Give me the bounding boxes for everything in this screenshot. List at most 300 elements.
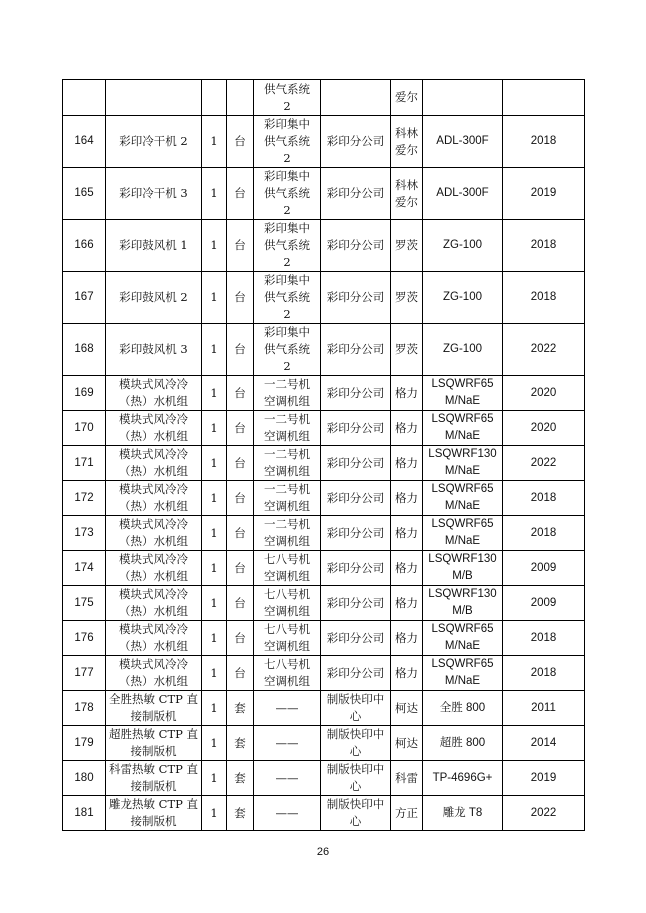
cell-model: [423, 796, 503, 831]
cell-location: [254, 80, 321, 116]
cell-dept: 彩印分公司: [321, 656, 391, 691]
cell-name: [106, 621, 202, 656]
cell-unit: 台: [227, 516, 254, 551]
cell-no: [63, 80, 106, 116]
cell-brand-line: 罗茨: [395, 238, 418, 252]
cell-location-line: 一二号机: [264, 517, 310, 531]
cell-unit: 台: [227, 324, 254, 376]
page-number: 26: [316, 846, 330, 858]
cell-qty: 1: [202, 411, 227, 446]
cell-location: [254, 376, 321, 411]
cell-model-line: 超胜 800: [439, 736, 486, 749]
cell-model: [423, 168, 503, 220]
cell-brand-line: 格力: [395, 455, 418, 470]
cell-location-line: 空调机组: [264, 394, 310, 408]
cell-name-line: 模块式风冷冷: [119, 482, 188, 496]
cell-brand-line: 科林: [395, 125, 418, 140]
cell-dept: 彩印分公司: [321, 586, 391, 621]
cell-model: [423, 586, 503, 621]
cell-no: 171: [63, 446, 106, 481]
cell-location: [254, 796, 321, 831]
cell-name: [106, 586, 202, 621]
cell-name-line: （热）水机组: [119, 674, 188, 688]
cell-name-line: （热）水机组: [119, 429, 188, 443]
table-row: [63, 116, 585, 168]
cell-brand: [391, 621, 423, 656]
cell-location-line: 空调机组: [264, 429, 310, 443]
cell-year: 2018: [503, 516, 585, 551]
cell-model: [423, 324, 503, 376]
cell-location: [254, 272, 321, 324]
cell-model-line: ZG-100: [443, 343, 482, 355]
cell-model-line: LSQWRF65: [431, 623, 494, 635]
cell-name: [106, 761, 202, 796]
cell-no: 178: [63, 691, 106, 726]
cell-brand-line: 科林: [395, 177, 418, 192]
cell-dept: [321, 691, 391, 726]
cell-model-line: M/NaE: [444, 500, 481, 512]
cell-qty: 1: [202, 796, 227, 831]
cell-model: [423, 516, 503, 551]
cell-year: 2009: [503, 586, 585, 621]
cell-brand-line: 格力: [395, 630, 418, 645]
cell-year: 2011: [503, 691, 585, 726]
cell-unit: 台: [227, 272, 254, 324]
cell-unit: 台: [227, 220, 254, 272]
cell-name-line: 科雷热敏 CTP 直: [108, 762, 199, 776]
cell-model: [423, 481, 503, 516]
cell-location-line: ——: [275, 735, 299, 750]
cell-qty: 1: [202, 516, 227, 551]
cell-year: 2020: [503, 411, 585, 446]
cell-no: 165: [63, 168, 106, 220]
table-row: [63, 621, 585, 656]
cell-location-line: 彩印集中: [264, 221, 310, 235]
cell-name: [106, 551, 202, 586]
table-row: [63, 551, 585, 586]
table-body: [63, 80, 585, 831]
cell-name-line: 模块式风冷冷: [119, 447, 188, 461]
cell-brand: [391, 761, 423, 796]
cell-dept-line: 心: [349, 744, 362, 758]
cell-year: 2018: [503, 272, 585, 324]
cell-model-line: 全胜 800: [439, 701, 486, 714]
cell-dept: 彩印分公司: [321, 621, 391, 656]
cell-model: [423, 272, 503, 324]
cell-no: 167: [63, 272, 106, 324]
cell-brand: [391, 376, 423, 411]
cell-dept-line: 心: [349, 709, 362, 723]
cell-name-line: （热）水机组: [119, 499, 188, 513]
cell-brand: [391, 796, 423, 831]
cell-name: 彩印冷干机 3: [106, 168, 202, 220]
cell-no: 169: [63, 376, 106, 411]
cell-location-line: ——: [275, 770, 299, 785]
cell-location: [254, 551, 321, 586]
cell-unit: 台: [227, 551, 254, 586]
cell-unit: 台: [227, 656, 254, 691]
cell-location-line: 2: [283, 203, 291, 217]
cell-name-line: 模块式风冷冷: [119, 587, 188, 601]
table-row: [63, 168, 585, 220]
cell-qty: 1: [202, 481, 227, 516]
cell-name-line: 接制版机: [130, 744, 177, 758]
cell-model: [423, 761, 503, 796]
cell-name-line: （热）水机组: [119, 604, 188, 618]
cell-brand-line: 格力: [395, 560, 418, 575]
cell-dept: 彩印分公司: [321, 446, 391, 481]
cell-brand-line: 柯达: [395, 735, 418, 750]
cell-brand: [391, 516, 423, 551]
cell-model: [423, 656, 503, 691]
cell-model-line: ZG-100: [443, 239, 482, 251]
cell-no: 173: [63, 516, 106, 551]
cell-brand: [391, 726, 423, 761]
table-row: [63, 586, 585, 621]
cell-no: 168: [63, 324, 106, 376]
cell-brand: [391, 446, 423, 481]
cell-location: [254, 481, 321, 516]
cell-year: 2018: [503, 481, 585, 516]
cell-name-line: 模块式风冷冷: [119, 517, 188, 531]
cell-brand-line: 爱尔: [395, 90, 418, 104]
cell-qty: 1: [202, 168, 227, 220]
cell-name-line: 模块式风冷冷: [119, 657, 188, 671]
table-row: [63, 376, 585, 411]
cell-location-line: 2: [283, 98, 291, 113]
cell-qty: 1: [202, 324, 227, 376]
cell-location-line: 七八号机: [264, 622, 310, 636]
cell-location: [254, 168, 321, 220]
cell-year: 2018: [503, 656, 585, 691]
cell-unit: 台: [227, 586, 254, 621]
cell-location-line: 空调机组: [264, 534, 310, 548]
cell-location-line: 供气系统: [264, 186, 310, 200]
cell-location-line: 2: [283, 255, 291, 269]
cell-model-line: LSQWRF130: [428, 588, 497, 600]
cell-location-line: 七八号机: [264, 657, 310, 671]
cell-name-line: （热）水机组: [119, 534, 188, 548]
cell-qty: 1: [202, 691, 227, 726]
cell-location: [254, 656, 321, 691]
cell-location-line: 空调机组: [264, 674, 310, 688]
cell-location: [254, 516, 321, 551]
cell-no: 164: [63, 116, 106, 168]
cell-location-line: 2: [283, 359, 291, 373]
cell-location: [254, 324, 321, 376]
cell-name: 彩印鼓风机 3: [106, 324, 202, 376]
cell-brand: [391, 551, 423, 586]
table-row: [63, 656, 585, 691]
cell-name: 彩印冷干机 2: [106, 116, 202, 168]
cell-location: [254, 691, 321, 726]
cell-qty: 1: [202, 656, 227, 691]
cell-name-line: 超胜热敏 CTP 直: [108, 727, 199, 741]
cell-dept: 彩印分公司: [321, 220, 391, 272]
cell-model: [423, 411, 503, 446]
table-row: [63, 726, 585, 761]
cell-location: [254, 116, 321, 168]
cell-unit: 套: [227, 726, 254, 761]
cell-year: 2018: [503, 621, 585, 656]
cell-location-line: 供气系统: [264, 342, 310, 356]
cell-dept-line: 心: [349, 814, 362, 828]
cell-name: [106, 80, 202, 116]
cell-unit: 台: [227, 376, 254, 411]
cell-dept: 彩印分公司: [321, 324, 391, 376]
cell-brand-line: 格力: [395, 665, 418, 680]
cell-name: [106, 796, 202, 831]
cell-brand: [391, 481, 423, 516]
cell-unit: 套: [227, 691, 254, 726]
table-row: [63, 796, 585, 831]
cell-unit: 台: [227, 446, 254, 481]
cell-model-line: LSQWRF130: [428, 448, 497, 460]
cell-dept-line: 制版快印中: [326, 692, 385, 706]
cell-model-line: M/NaE: [444, 465, 481, 477]
cell-dept: 彩印分公司: [321, 376, 391, 411]
table-row: [63, 272, 585, 324]
cell-location-line: 2: [283, 307, 291, 321]
cell-model: [423, 621, 503, 656]
cell-brand: [391, 80, 423, 116]
cell-name: [106, 516, 202, 551]
cell-year: 2019: [503, 761, 585, 796]
cell-unit: [227, 80, 254, 116]
cell-qty: 1: [202, 446, 227, 481]
cell-qty: [202, 80, 227, 116]
cell-model-line: ADL-300F: [436, 135, 489, 147]
cell-model: [423, 80, 503, 116]
cell-model: [423, 116, 503, 168]
cell-year: 2014: [503, 726, 585, 761]
cell-location-line: 供气系统: [264, 238, 310, 252]
cell-name-line: 全胜热敏 CTP 直: [108, 692, 199, 706]
cell-model: [423, 220, 503, 272]
cell-location: [254, 761, 321, 796]
cell-no: 172: [63, 481, 106, 516]
cell-dept: 彩印分公司: [321, 481, 391, 516]
cell-location-line: 一二号机: [264, 412, 310, 426]
cell-unit: 台: [227, 621, 254, 656]
cell-unit: 台: [227, 168, 254, 220]
cell-location-line: 一二号机: [264, 377, 310, 391]
cell-name-line: 接制版机: [130, 779, 177, 793]
cell-model-line: M/NaE: [444, 675, 481, 687]
cell-no: 180: [63, 761, 106, 796]
cell-name: [106, 656, 202, 691]
cell-location-line: ——: [275, 805, 299, 820]
cell-name: [106, 481, 202, 516]
cell-dept-line: 制版快印中: [326, 762, 385, 776]
cell-no: 179: [63, 726, 106, 761]
cell-year: 2020: [503, 376, 585, 411]
equipment-table: [62, 79, 585, 831]
cell-name-line: （热）水机组: [119, 394, 188, 408]
cell-model-line: LSQWRF65: [431, 518, 494, 530]
cell-unit: 台: [227, 411, 254, 446]
cell-brand: [391, 168, 423, 220]
cell-location-line: 2: [283, 151, 291, 165]
cell-brand: [391, 586, 423, 621]
table-row: [63, 411, 585, 446]
cell-brand-line: 爱尔: [395, 142, 418, 157]
cell-qty: 1: [202, 551, 227, 586]
cell-brand-line: 格力: [395, 595, 418, 610]
cell-location: [254, 220, 321, 272]
cell-location-line: 供气系统: [264, 81, 310, 96]
cell-location-line: 七八号机: [264, 587, 310, 601]
cell-name-line: （热）水机组: [119, 569, 188, 583]
cell-location-line: 彩印集中: [264, 169, 310, 183]
cell-location-line: 空调机组: [264, 499, 310, 513]
cell-dept: [321, 796, 391, 831]
cell-name-line: 接制版机: [130, 709, 177, 723]
cell-brand: [391, 116, 423, 168]
cell-model-line: LSQWRF130: [428, 553, 497, 565]
cell-year: 2018: [503, 116, 585, 168]
cell-no: 176: [63, 621, 106, 656]
table-row: [63, 446, 585, 481]
cell-qty: 1: [202, 116, 227, 168]
cell-brand-line: 爱尔: [395, 194, 418, 209]
table-row: [63, 481, 585, 516]
cell-model-line: M/B: [452, 570, 473, 582]
cell-model-line: LSQWRF65: [431, 413, 494, 425]
cell-location-line: 彩印集中: [264, 325, 310, 339]
cell-name-line: 接制版机: [130, 814, 177, 828]
cell-qty: 1: [202, 621, 227, 656]
cell-no: 166: [63, 220, 106, 272]
cell-location: [254, 726, 321, 761]
cell-model-line: ADL-300F: [436, 187, 489, 199]
cell-location-line: ——: [275, 700, 299, 715]
cell-brand: [391, 656, 423, 691]
cell-dept: 彩印分公司: [321, 168, 391, 220]
cell-year: 2009: [503, 551, 585, 586]
cell-name: [106, 446, 202, 481]
cell-brand-line: 柯达: [395, 700, 418, 715]
cell-dept: 彩印分公司: [321, 116, 391, 168]
cell-year: 2018: [503, 220, 585, 272]
cell-model-line: LSQWRF65: [431, 658, 494, 670]
cell-model: [423, 726, 503, 761]
cell-name-line: 雕龙热敏 CTP 直: [108, 797, 199, 811]
cell-model: [423, 691, 503, 726]
cell-name: 彩印鼓风机 1: [106, 220, 202, 272]
cell-year: [503, 80, 585, 116]
cell-brand-line: 格力: [395, 385, 418, 400]
cell-model-line: M/B: [452, 605, 473, 617]
cell-name: 彩印鼓风机 2: [106, 272, 202, 324]
cell-year: 2022: [503, 796, 585, 831]
cell-qty: 1: [202, 376, 227, 411]
cell-no: 177: [63, 656, 106, 691]
cell-dept: 彩印分公司: [321, 272, 391, 324]
cell-brand: [391, 324, 423, 376]
cell-model-line: LSQWRF65: [431, 378, 494, 390]
cell-brand: [391, 411, 423, 446]
cell-name-line: 模块式风冷冷: [119, 552, 188, 566]
cell-name: [106, 411, 202, 446]
cell-qty: 1: [202, 220, 227, 272]
cell-name-line: 模块式风冷冷: [119, 622, 188, 636]
cell-model-line: 雕龙 T8: [442, 806, 483, 819]
cell-year: 2022: [503, 446, 585, 481]
cell-name-line: （热）水机组: [119, 464, 188, 478]
cell-location-line: 供气系统: [264, 290, 310, 304]
table-row: [63, 516, 585, 551]
cell-name-line: （热）水机组: [119, 639, 188, 653]
cell-model-line: M/NaE: [444, 395, 481, 407]
cell-dept-line: 制版快印中: [326, 727, 385, 741]
cell-model-line: M/NaE: [444, 640, 481, 652]
cell-name-line: 模块式风冷冷: [119, 377, 188, 391]
cell-location-line: 空调机组: [264, 639, 310, 653]
cell-dept: [321, 761, 391, 796]
cell-dept: [321, 80, 391, 116]
cell-location-line: 一二号机: [264, 447, 310, 461]
cell-model: [423, 446, 503, 481]
cell-model-line: M/NaE: [444, 535, 481, 547]
cell-location-line: 一二号机: [264, 482, 310, 496]
cell-dept: 彩印分公司: [321, 516, 391, 551]
cell-no: 181: [63, 796, 106, 831]
table-row: [63, 761, 585, 796]
cell-brand: [391, 691, 423, 726]
cell-location-line: 七八号机: [264, 552, 310, 566]
cell-model: [423, 551, 503, 586]
cell-unit: 台: [227, 116, 254, 168]
cell-brand-line: 格力: [395, 490, 418, 505]
cell-unit: 套: [227, 761, 254, 796]
cell-location-line: 供气系统: [264, 134, 310, 148]
cell-location: [254, 621, 321, 656]
cell-dept: 彩印分公司: [321, 411, 391, 446]
cell-dept-line: 心: [349, 779, 362, 793]
cell-qty: 1: [202, 726, 227, 761]
cell-brand-line: 科雷: [395, 770, 418, 785]
cell-model-line: ZG-100: [443, 291, 482, 303]
cell-location-line: 彩印集中: [264, 117, 310, 131]
cell-name-line: 模块式风冷冷: [119, 412, 188, 426]
cell-brand-line: 格力: [395, 525, 418, 540]
cell-brand-line: 罗茨: [395, 342, 418, 356]
cell-brand-line: 格力: [395, 420, 418, 435]
cell-name: [106, 376, 202, 411]
cell-location-line: 空调机组: [264, 464, 310, 478]
cell-dept: 彩印分公司: [321, 551, 391, 586]
cell-location-line: 空调机组: [264, 569, 310, 583]
cell-qty: 1: [202, 586, 227, 621]
cell-name: [106, 691, 202, 726]
cell-dept-line: 制版快印中: [326, 797, 385, 811]
cell-year: 2019: [503, 168, 585, 220]
cell-location: [254, 411, 321, 446]
cell-no: 175: [63, 586, 106, 621]
cell-location-line: 彩印集中: [264, 273, 310, 287]
cell-model-line: M/NaE: [444, 430, 481, 442]
cell-model: [423, 376, 503, 411]
cell-unit: 台: [227, 481, 254, 516]
cell-brand: [391, 272, 423, 324]
cell-no: 174: [63, 551, 106, 586]
cell-model-line: LSQWRF65: [431, 483, 494, 495]
table-row: [63, 324, 585, 376]
cell-year: 2022: [503, 324, 585, 376]
cell-model-line: TP-4696G+: [432, 771, 493, 784]
cell-location-line: 空调机组: [264, 604, 310, 618]
